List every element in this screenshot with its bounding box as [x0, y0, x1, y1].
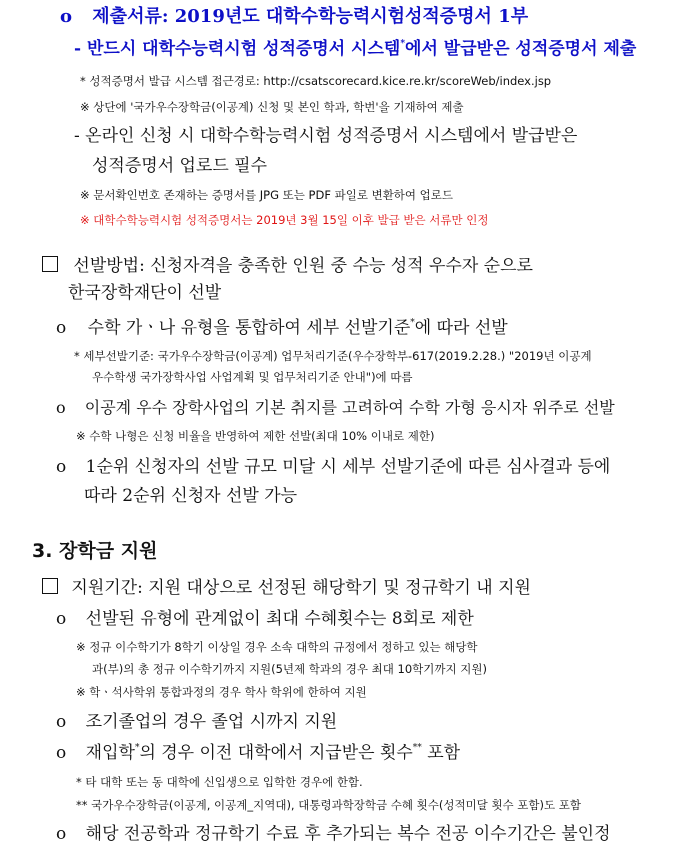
submission-dash-sup: *	[400, 39, 406, 49]
reentry-end: 포함	[421, 743, 461, 763]
submission-ref-note-1: ※ 상단에 '국가우수장학금(이공계) 신청 및 본인 학과, 학번'을 기재하여 제출	[80, 100, 464, 114]
selection-item-2	[56, 400, 615, 416]
checkbox-square-icon	[42, 578, 58, 594]
support-period-line	[42, 578, 531, 597]
selection-item-2-text: 이공계 우수 장학사업의 기본 취지를 고려하여 수학 가형 응시자 위주로 선발	[84, 398, 615, 417]
submission-dash-line	[74, 41, 636, 58]
selection-heading-line-2: 한국장학재단이 선발	[68, 283, 222, 303]
submission-ref-note-2: ※ 문서확인번호 존재하는 증명서를 JPG 또는 PDF 파일로 변환하여 업로드	[80, 188, 454, 202]
max-benefit-line	[56, 611, 474, 628]
circle-bullet: o	[56, 743, 67, 763]
submission-title: 제출서류: 2019년도 대학수학능력시험성적증명서 1부	[92, 6, 529, 27]
reentry-text: 재입학	[85, 743, 135, 763]
submission-dash-text: - 반드시 대학수능력시험 성적증명서 시스템	[74, 39, 401, 59]
double-major-text: 해당 전공학과 정규학기 수료 후 추가되는 복수 전공 이수기간은 불인정	[85, 824, 611, 844]
checkbox-square-icon	[42, 256, 58, 272]
section-3-title: 3. 장학금 지원	[32, 540, 158, 562]
submission-dash-end: 에서 발급받은 성적증명서 제출	[405, 39, 637, 59]
selection-item-3-line-1	[56, 459, 610, 476]
selection-item-1-note-2: 우수학생 국가장학사업 사업계획 및 업무처리기준 안내")에 따름	[92, 370, 413, 384]
submission-access-note: * 성적증명서 발급 시스템 접근경로: http://csatscorecard.kice.re.kr/scoreWeb/index.jsp	[80, 74, 552, 88]
circle-bullet: o	[56, 318, 67, 338]
circle-bullet: o	[56, 824, 67, 844]
selection-item-1-end: 에 따라 선발	[414, 318, 508, 338]
max-benefit-note-3: ※ 학ㆍ석사학위 통합과정의 경우 학사 학위에 한하여 지원	[76, 685, 367, 699]
selection-item-1-text: 수학 가ㆍ나 유형을 통합하여 세부 선발기준	[87, 318, 411, 338]
early-graduation-text: 조기졸업의 경우 졸업 시까지 지원	[85, 712, 338, 732]
online-requirement-line-2: 성적증명서 업로드 필수	[92, 156, 268, 176]
reentry-line	[56, 745, 460, 762]
selection-item-2-note: ※ 수학 나형은 신청 비율을 반영하여 제한 선발(최대 10% 이내로 제한)	[76, 429, 435, 443]
max-benefit-note-2: 과(부)의 총 정규 이수학기까지 지원(5년제 학과의 경우 최대 10학기까지 지원)	[92, 662, 487, 676]
reentry-sup-1: *	[134, 743, 140, 753]
selection-item-3-text: 1순위 신청자의 선발 규모 미달 시 세부 선발기준에 따른 심사결과 등에	[85, 457, 611, 477]
early-graduation-line	[56, 714, 337, 731]
reentry-sup-2: **	[412, 743, 422, 753]
circle-bullet: o	[56, 398, 66, 417]
selection-item-1-note-1: * 세부선발기준: 국가우수장학금(이공계) 업무처리기준(우수장학부-617(2019.2.28.) "2019년 이공계	[74, 349, 592, 363]
reentry-note-2: ** 국가우수장학금(이공계, 이공계_지역대), 대통령과학장학금 수혜 횟수(성적미달 횟수 포함)도 포함	[76, 798, 581, 812]
circle-bullet: o	[56, 457, 67, 477]
reentry-mid: 의 경우 이전 대학에서 지급받은 횟수	[139, 743, 413, 763]
max-benefit-note-1: ※ 정규 이수학기가 8학기 이상일 경우 소속 대학의 규정에서 정하고 있는 해당학	[76, 640, 478, 654]
circle-bullet: o	[60, 6, 73, 27]
circle-bullet: o	[56, 712, 67, 732]
submission-red-note: ※ 대학수학능력시험 성적증명서는 2019년 3월 15일 이후 발급 받은 서류만 인정	[80, 213, 489, 227]
selection-item-1-sup: *	[410, 318, 415, 328]
selection-item-3-line-2: 따라 2순위 신청자 선발 가능	[84, 486, 298, 506]
support-period-text: 지원기간: 지원 대상으로 선정된 해당학기 및 정규학기 내 지원	[71, 578, 531, 598]
submission-title-line	[60, 8, 528, 26]
reentry-note-1: * 타 대학 또는 동 대학에 신입생으로 입학한 경우에 한함.	[76, 775, 363, 789]
selection-item-1	[56, 320, 508, 337]
circle-bullet: o	[56, 609, 67, 629]
double-major-line	[56, 826, 611, 843]
online-requirement-line-1: - 온라인 신청 시 대학수학능력시험 성적증명서 시스템에서 발급받은	[74, 126, 578, 146]
selection-heading-text: 선발방법: 신청자격을 충족한 인원 중 수능 성적 우수자 순으로	[73, 256, 533, 276]
max-benefit-text: 선발된 유형에 관계없이 최대 수혜횟수는 8회로 제한	[85, 609, 474, 629]
selection-heading-line-1	[42, 256, 533, 275]
